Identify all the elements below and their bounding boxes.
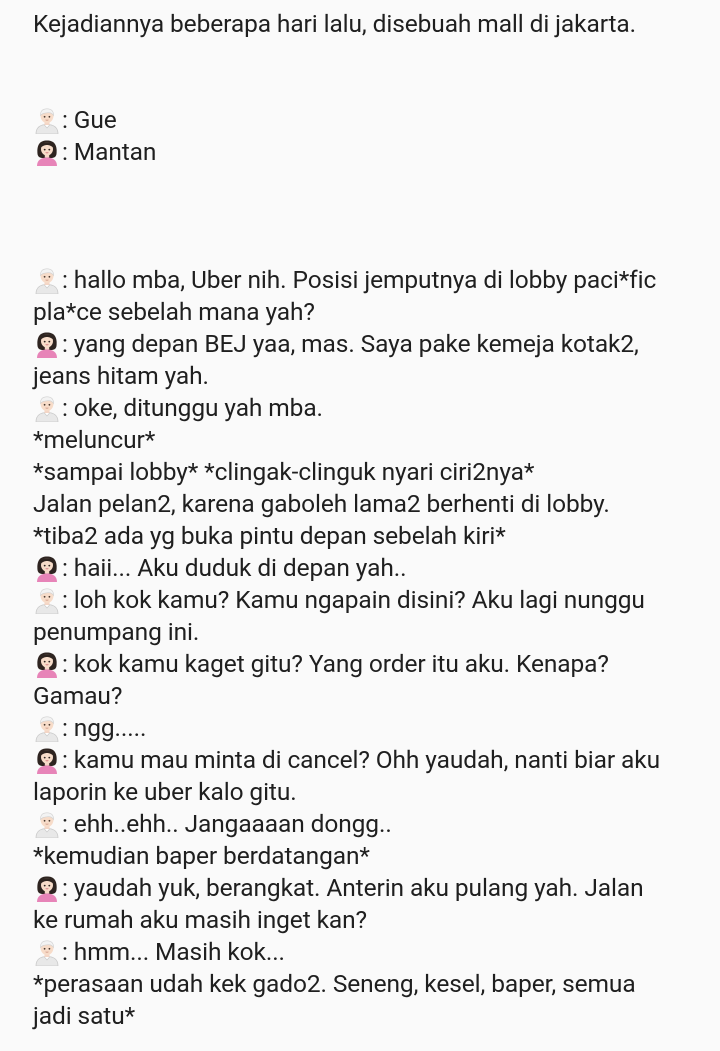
narration-line — [33, 904, 720, 936]
line-text: *kemudian baper berdatangan* — [33, 841, 370, 870]
woman-emoji-icon — [33, 746, 61, 774]
man-emoji-icon — [33, 810, 61, 838]
man-emoji-icon — [33, 394, 61, 422]
intro-text: Kejadiannya beberapa hari lalu, disebuah mall di jakarta. — [33, 9, 636, 38]
dialogue-line-woman — [33, 328, 720, 360]
narration-line — [33, 296, 720, 328]
legend-item-man — [33, 104, 720, 136]
narration-line — [33, 968, 720, 1000]
spacer — [33, 40, 720, 72]
woman-emoji-icon — [33, 650, 61, 678]
dialogue-line-man — [33, 584, 720, 616]
narration-line — [33, 456, 720, 488]
legend-item-woman — [33, 136, 720, 168]
dialogue-line-man — [33, 712, 720, 744]
narration-line — [33, 424, 720, 456]
woman-emoji-icon — [33, 554, 61, 582]
narration-line — [33, 520, 720, 552]
line-text: *meluncur* — [33, 425, 156, 454]
man-emoji-icon — [33, 586, 61, 614]
line-text: : hmm... Masih kok... — [62, 937, 285, 966]
line-text: : oke, ditunggu yah mba. — [62, 393, 323, 422]
line-text: : kamu mau minta di cancel? Ohh yaudah, nanti biar aku — [62, 745, 660, 774]
character-legend — [33, 104, 720, 168]
dialogue-line-woman — [33, 552, 720, 584]
story-body — [33, 264, 720, 1032]
dialogue-line-man — [33, 936, 720, 968]
woman-emoji-icon — [33, 138, 61, 166]
narration-line — [33, 680, 720, 712]
dialogue-line-woman — [33, 648, 720, 680]
man-emoji-icon — [33, 266, 61, 294]
line-text: : haii... Aku duduk di depan yah.. — [62, 553, 407, 582]
spacer — [33, 72, 720, 104]
line-text: laporin ke uber kalo gitu. — [33, 777, 297, 806]
woman-emoji-icon — [33, 874, 61, 902]
man-emoji-icon — [33, 714, 61, 742]
line-text: : loh kok kamu? Kamu ngapain disini? Aku lagi nunggu — [62, 585, 645, 614]
narration-line — [33, 488, 720, 520]
line-text: *tiba2 ada yg buka pintu depan sebelah kiri* — [33, 521, 506, 550]
line-text: : Mantan — [62, 137, 157, 166]
dialogue-line-man — [33, 808, 720, 840]
line-text: : hallo mba, Uber nih. Posisi jemputnya di lobby paci*fic — [62, 265, 657, 294]
line-text: ke rumah aku masih inget kan? — [33, 905, 368, 934]
spacer — [33, 232, 720, 264]
line-text: penumpang ini. — [33, 617, 200, 646]
narration-line — [33, 840, 720, 872]
line-text: : ehh..ehh.. Jangaaaan dongg.. — [62, 809, 392, 838]
narration-line — [33, 1000, 720, 1032]
narration-line — [33, 360, 720, 392]
line-text: : yang depan BEJ yaa, mas. Saya pake kemeja kotak2, — [62, 329, 639, 358]
line-text: : ngg..... — [62, 713, 147, 742]
dialogue-line-man — [33, 264, 720, 296]
line-text: : Gue — [62, 105, 117, 134]
man-emoji-icon — [33, 106, 61, 134]
line-text: jeans hitam yah. — [33, 361, 209, 390]
dialogue-line-man — [33, 392, 720, 424]
narration-line — [33, 776, 720, 808]
line-text: jadi satu* — [33, 1001, 136, 1030]
line-text: Gamau? — [33, 681, 123, 710]
line-text: Jalan pelan2, karena gaboleh lama2 berhenti di lobby. — [33, 489, 610, 518]
spacer — [33, 200, 720, 232]
line-text: *perasaan udah kek gado2. Seneng, kesel, baper, semua — [33, 969, 636, 998]
woman-emoji-icon — [33, 330, 61, 358]
dialogue-line-woman — [33, 744, 720, 776]
spacer — [33, 168, 720, 200]
line-text: : yaudah yuk, berangkat. Anterin aku pulang yah. Jalan — [62, 873, 644, 902]
man-emoji-icon — [33, 938, 61, 966]
line-text: : kok kamu kaget gitu? Yang order itu aku. Kenapa? — [62, 649, 609, 678]
line-text: *sampai lobby* *clingak-clinguk nyari ciri2nya* — [33, 457, 535, 486]
line-text: pla*ce sebelah mana yah? — [33, 297, 315, 326]
narration-line — [33, 616, 720, 648]
dialogue-line-woman — [33, 872, 720, 904]
